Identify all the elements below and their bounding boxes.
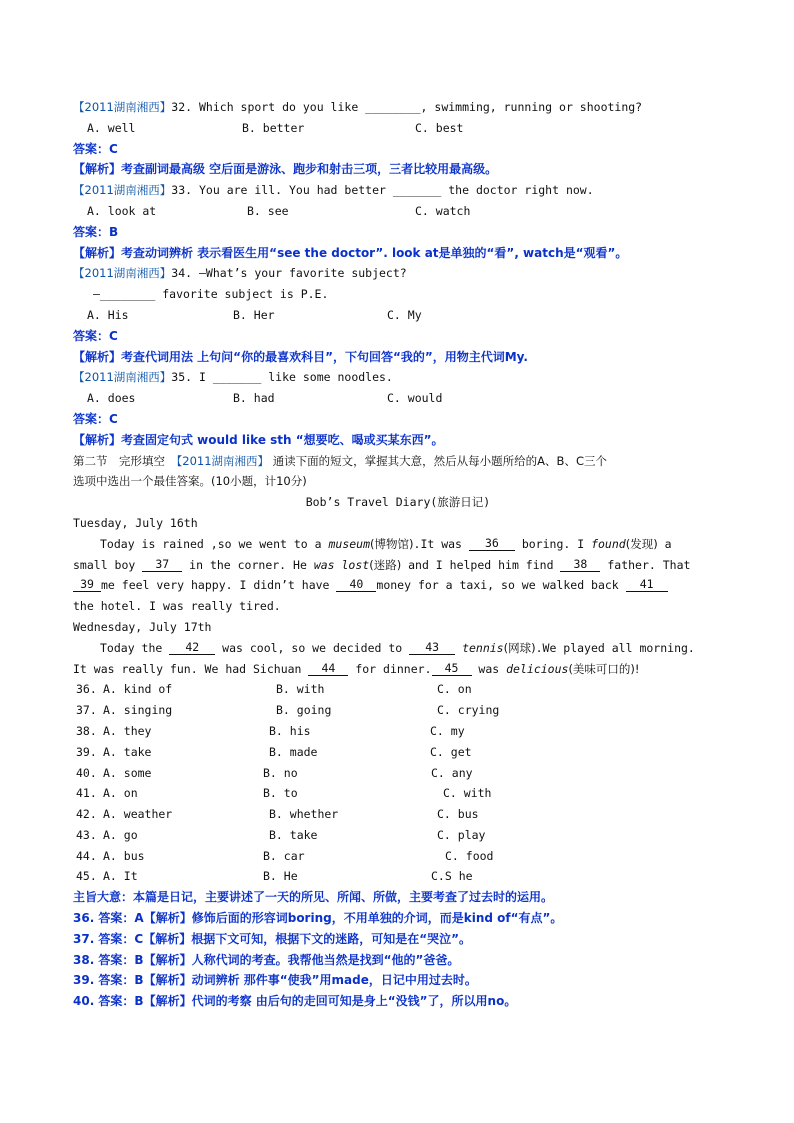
- option-a: A. well: [87, 120, 136, 135]
- text-segment: C.S he: [431, 869, 473, 884]
- text-segment: found: [591, 536, 626, 551]
- question-text: Which sport do you like ________, swimming, running or shooting?: [199, 100, 643, 114]
- question-34: [73, 263, 723, 284]
- text-segment: A. kind of: [103, 682, 173, 697]
- source-tag: 【2011湖南湘西】: [73, 100, 172, 114]
- text-segment: B. whether: [269, 807, 339, 822]
- options-row: [73, 679, 723, 700]
- option-c: C. would: [387, 391, 443, 406]
- text-segment: (迷路): [369, 557, 402, 572]
- text-segment: was lost: [313, 557, 370, 572]
- text-segment: 44.: [76, 848, 97, 863]
- section-instruction: 通读下面的短文，掌握其大意，然后从每小题所给的A、B、C三个: [272, 453, 607, 468]
- text-segment: 41.: [76, 786, 97, 801]
- text-segment: C. food: [445, 848, 494, 863]
- options-row: [73, 700, 723, 721]
- question-text: I _______ like some noodles.: [199, 370, 393, 385]
- text-segment: A. weather: [103, 807, 173, 822]
- text-segment: 39.: [76, 744, 97, 759]
- option-c: C. watch: [415, 203, 471, 218]
- blank-43: 43: [409, 640, 455, 655]
- summary: 主旨大意：本篇是日记，主要讲述了一天的所见、所闻、所做，主要考查了过去时的运用。: [73, 890, 554, 905]
- options-32: [73, 118, 723, 139]
- option-c: C. best: [415, 120, 464, 135]
- answer-32: 答案：C: [73, 141, 118, 156]
- passage-line: [73, 555, 723, 576]
- text-segment: C. bus: [437, 807, 479, 822]
- text-segment: was: [471, 661, 507, 676]
- source-tag: 【2011湖南湘西】: [176, 453, 270, 468]
- option-c: C. My: [387, 307, 422, 322]
- option-b: B. had: [233, 391, 275, 406]
- options-33: [73, 201, 723, 222]
- text-segment: delicious: [506, 661, 569, 676]
- text-segment: A. singing: [103, 703, 173, 718]
- text-segment: A. some: [103, 765, 152, 780]
- text-segment: A. go: [103, 827, 138, 842]
- blank-38: 38: [560, 557, 600, 572]
- text-segment: (博物馆): [370, 536, 414, 551]
- question-number: 33.: [171, 183, 193, 198]
- option-b: B. better: [242, 120, 305, 135]
- text-segment: me feel very happy. I didn’t have: [101, 578, 337, 593]
- blank-42: 42: [169, 640, 215, 655]
- text-segment: 38.: [76, 723, 97, 738]
- text-segment: Today is rained ,so we went to a: [100, 536, 329, 551]
- source-tag: 【2011湖南湘西】: [73, 183, 172, 198]
- blank-36: 36: [469, 536, 515, 551]
- analysis-32: 【解析】考查副词最高级 空后面是游泳、跑步和射击三项，三者比较用最高级。: [73, 162, 498, 177]
- blank-40: 40: [336, 577, 376, 592]
- text-segment: museum: [328, 536, 371, 551]
- text-segment: A. take: [103, 744, 152, 759]
- source-tag: 【2011湖南湘西】: [73, 266, 172, 281]
- explanation-36: 36. 答案：A【解析】修饰后面的形容词boring，不用单独的介词，而是kind of“有点”。: [73, 911, 563, 926]
- text-segment: boring. I: [514, 536, 592, 551]
- text-segment: .We played all morning.: [535, 640, 695, 655]
- question-number: 32.: [171, 100, 193, 114]
- option-a: A. does: [87, 391, 136, 406]
- question-34-line2: —________ favorite subject is P.E.: [93, 287, 329, 302]
- question-35: [73, 367, 723, 388]
- text-segment: It was really fun. We had Sichuan: [73, 661, 309, 676]
- option-b: B. Her: [233, 307, 275, 322]
- text-segment: (美味可口的)!: [568, 661, 640, 676]
- text-segment: a: [657, 536, 672, 551]
- question-32: [73, 97, 723, 118]
- blank-39: 39: [73, 577, 101, 592]
- document-page: [73, 97, 723, 1012]
- answer-35: 答案：C: [73, 411, 118, 426]
- text-segment: C. any: [431, 765, 473, 780]
- passage-line: [73, 575, 723, 596]
- options-35: [73, 388, 723, 409]
- explanation-37: 37. 答案：C【解析】根据下文可知，根据下文的迷路，可知是在“哭泣”。: [73, 931, 472, 946]
- explanation-40: 40. 答案：B【解析】代词的考察 由后句的走回可知是身上“没钱”了，所以用no。: [73, 994, 517, 1009]
- text-segment: 40.: [76, 765, 97, 780]
- text-segment: C. play: [437, 827, 486, 842]
- text-segment: B. car: [263, 848, 305, 863]
- text-segment: C. get: [430, 744, 472, 759]
- option-a: A. look at: [87, 203, 157, 218]
- text-segment: 36.: [76, 682, 97, 697]
- text-segment: for dinner.: [348, 661, 432, 676]
- text-segment: .It was: [413, 536, 469, 551]
- passage-line: the hotel. I was really tired.: [73, 599, 281, 614]
- text-segment: B. take: [269, 827, 318, 842]
- question-number: 34.: [171, 266, 193, 281]
- question-text: You are ill. You had better _______ the doctor right now.: [199, 183, 594, 198]
- text-segment: was cool, so we decided to: [215, 640, 410, 655]
- text-segment: in the corner. He: [182, 557, 314, 572]
- text-segment: 42.: [76, 807, 97, 822]
- passage-line: [73, 659, 723, 680]
- blank-37: 37: [142, 557, 182, 572]
- blank-44: 44: [308, 661, 348, 676]
- text-segment: (网球): [503, 640, 536, 655]
- analysis-34: 【解析】考查代词用法 上句问“你的最喜欢科目”，下句回答“我的”，用物主代词My.: [73, 349, 528, 364]
- passage-line: [73, 534, 723, 555]
- text-segment: B. made: [269, 744, 318, 759]
- options-row: [73, 763, 723, 784]
- explanation-38: 38. 答案：B【解析】人称代词的考查。我帮他当然是找到“他的”爸爸。: [73, 952, 460, 967]
- text-segment: A. they: [103, 723, 152, 738]
- diary-date-1: Tuesday, July 16th: [73, 515, 198, 530]
- section-prefix: 第二节 完形填空: [73, 453, 165, 468]
- text-segment: tennis: [462, 640, 504, 655]
- options-34: [73, 305, 723, 326]
- text-segment: Today the: [100, 640, 170, 655]
- text-segment: 45.: [76, 869, 97, 884]
- passage-line: [73, 638, 723, 659]
- question-number: 35.: [171, 370, 193, 385]
- text-segment: 37.: [76, 703, 97, 718]
- options-row: [73, 721, 723, 742]
- text-segment: small boy: [73, 557, 143, 572]
- explanation-39: 39. 答案：B【解析】动词辨析 那件事“使我”用made，日记中用过去时。: [73, 973, 477, 988]
- answer-33: 答案：B: [73, 224, 119, 239]
- text-segment: B. to: [263, 786, 298, 801]
- source-tag: 【2011湖南湘西】: [73, 370, 172, 385]
- text-segment: A. bus: [103, 848, 145, 863]
- text-segment: C. with: [443, 786, 492, 801]
- text-segment: B. with: [276, 682, 325, 697]
- text-segment: 43.: [76, 827, 97, 842]
- text-segment: B. going: [276, 703, 332, 718]
- section-header: [73, 451, 723, 472]
- analysis-35: 【解析】考查固定句式 would like sth “想要吃、喝或买某东西”。: [73, 432, 444, 447]
- text-segment: B. He: [263, 869, 298, 884]
- text-segment: and I helped him find: [401, 557, 561, 572]
- question-text: —What’s your favorite subject?: [199, 266, 407, 281]
- text-segment: C. my: [430, 723, 465, 738]
- options-row: [73, 825, 723, 846]
- text-segment: B. his: [269, 723, 311, 738]
- options-table: [73, 679, 723, 887]
- section-instruction-2: 选项中选出一个最佳答案。(10小题，计10分): [73, 474, 307, 489]
- text-segment: C. on: [437, 682, 472, 697]
- answer-34: 答案：C: [73, 328, 118, 343]
- text-segment: A. on: [103, 786, 138, 801]
- text-segment: money for a taxi, so we walked back: [376, 578, 626, 593]
- option-b: B. see: [247, 203, 289, 218]
- options-row: [73, 866, 723, 887]
- text-segment: C. crying: [437, 703, 500, 718]
- question-33: [73, 180, 723, 201]
- options-row: [73, 804, 723, 825]
- blank-45: 45: [432, 661, 472, 676]
- options-row: [73, 846, 723, 867]
- analysis-33: 【解析】考查动词辨析 表示看医生用“see the doctor”. look at是单独的“看”, watch是“观看”。: [73, 245, 628, 260]
- text-segment: A. It: [103, 869, 138, 884]
- text-segment: (发现): [625, 536, 658, 551]
- blank-41: 41: [626, 577, 668, 592]
- diary-date-2: Wednesday, July 17th: [73, 619, 212, 634]
- options-row: [73, 783, 723, 804]
- passage-title: Bob’s Travel Diary(旅游日记): [305, 495, 491, 510]
- text-segment: father. That: [600, 557, 691, 572]
- text-segment: B. no: [263, 765, 298, 780]
- option-a: A. His: [87, 307, 129, 322]
- options-row: [73, 742, 723, 763]
